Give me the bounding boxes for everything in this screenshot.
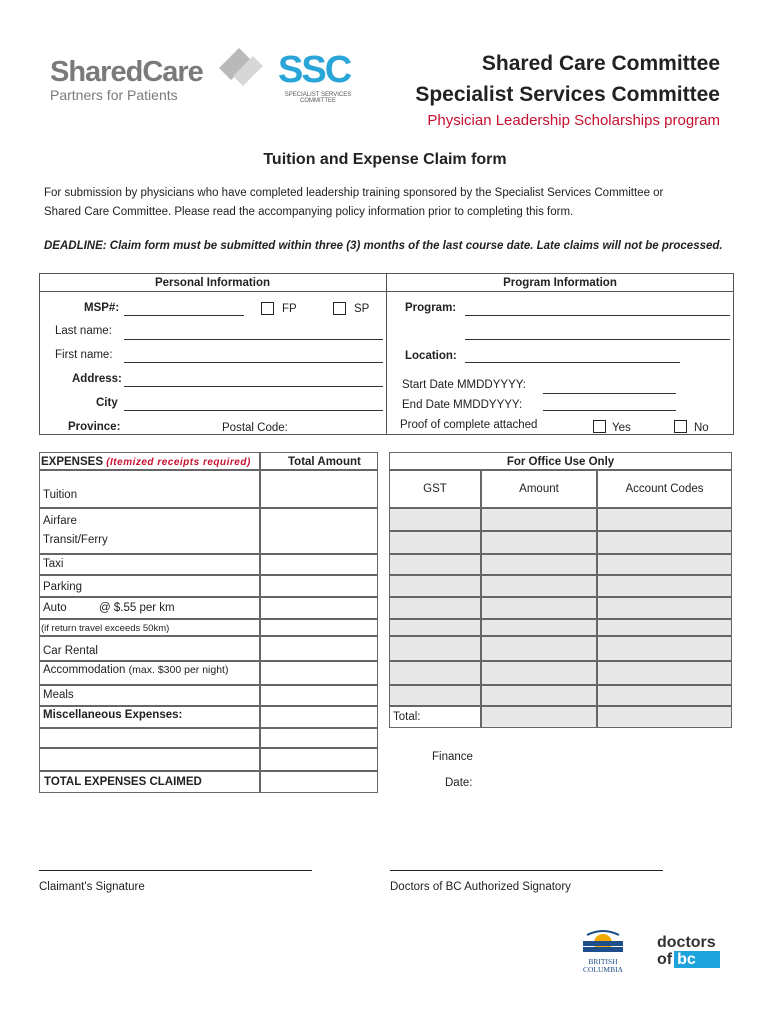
expenses-header [41, 456, 251, 468]
total-amount-header: Total Amount [288, 456, 361, 468]
expense-auto: Auto [43, 602, 67, 614]
title-shared-care-committee: Shared Care Committee [481, 52, 720, 75]
office-gst-cell [389, 597, 481, 619]
last-name-field[interactable] [124, 339, 383, 340]
deadline-notice: DEADLINE: Claim form must be submitted within three (3) months of the last course date. Late claims will not be processed. [44, 240, 723, 252]
address-label: Address: [72, 373, 122, 385]
expense-taxi: Taxi [43, 558, 64, 570]
sp-label: SP [354, 303, 370, 315]
office-gst-cell [389, 636, 481, 661]
office-amount-cell [481, 575, 597, 597]
end-date-field[interactable] [543, 410, 676, 411]
location-label: Location: [405, 350, 457, 362]
office-code-cell [597, 685, 732, 706]
expense-amount-cell[interactable] [260, 597, 378, 619]
program-label: Program: [405, 302, 457, 314]
office-amount-cell [481, 685, 597, 706]
ssc-logo [278, 50, 358, 120]
expense-amount-cell[interactable] [260, 706, 378, 728]
expense-auto-rate: @ $.55 per km [99, 602, 175, 614]
expense-amount-cell[interactable] [260, 619, 378, 636]
program-subtitle: Physician Leadership Scholarships program [427, 112, 720, 129]
city-label: City [96, 397, 118, 409]
expense-label-cell[interactable] [39, 728, 260, 748]
office-amount-cell [481, 619, 597, 636]
office-gst-cell [389, 685, 481, 706]
office-code-cell [597, 575, 732, 597]
postal-code-label: Postal Code: [222, 422, 288, 434]
proof-yes-checkbox[interactable] [593, 420, 606, 433]
claimant-signature-line[interactable] [39, 870, 312, 871]
expense-amount-cell[interactable] [260, 470, 378, 508]
expense-amount-cell[interactable] [260, 728, 378, 748]
ssc-logo-mark: SSC [278, 49, 351, 91]
doctors-of-bc-logo: doctors of bc [657, 935, 737, 975]
program-field-line-1[interactable] [465, 315, 730, 316]
office-amount-header: Amount [519, 483, 559, 495]
office-amount-cell [481, 508, 597, 531]
office-amount-cell [481, 597, 597, 619]
authorized-signatory-line[interactable] [390, 870, 663, 871]
shared-care-logo-tagline: Partners for Patients [50, 87, 178, 103]
expense-airfare: Airfare [43, 515, 77, 527]
start-date-field[interactable] [543, 393, 676, 394]
title-specialist-services-committee: Specialist Services Committee [415, 83, 720, 106]
expense-label-cell[interactable] [39, 748, 260, 771]
sp-checkbox[interactable] [333, 302, 346, 315]
expense-amount-cell[interactable] [260, 771, 378, 793]
authorized-signatory-label: Doctors of BC Authorized Signatory [390, 881, 571, 893]
end-date-label: End Date MMDDYYYY: [402, 399, 523, 411]
expense-car-rental: Car Rental [43, 645, 98, 657]
address-field[interactable] [124, 386, 383, 387]
program-field-line-2[interactable] [465, 339, 730, 340]
expense-label-cell[interactable] [39, 554, 260, 575]
expenses-header-label: EXPENSES [41, 456, 103, 468]
office-finance-label: Finance [432, 751, 473, 763]
office-code-cell [597, 661, 732, 685]
expenses-header-note: (Itemized receipts required) [106, 457, 251, 468]
expense-accommodation-label: Accommodation [43, 664, 126, 676]
expense-transit: Transit/Ferry [43, 534, 108, 546]
expense-tuition: Tuition [43, 489, 78, 501]
fp-checkbox[interactable] [261, 302, 274, 315]
office-amount-cell [481, 554, 597, 575]
msp-field[interactable] [124, 315, 244, 316]
expense-amount-cell[interactable] [260, 508, 378, 554]
expense-amount-cell[interactable] [260, 685, 378, 706]
first-name-field[interactable] [124, 362, 383, 363]
intro-line-2: Shared Care Committee. Please read the accompanying policy information prior to completing this form. [44, 206, 574, 218]
msp-label: MSP#: [84, 302, 120, 314]
province-label: Province: [68, 421, 121, 433]
office-code-cell [597, 597, 732, 619]
office-gst-cell [389, 508, 481, 531]
last-name-label: Last name: [55, 325, 112, 337]
bc-sun-mountain-icon [583, 927, 623, 953]
office-code-cell [597, 619, 732, 636]
expense-miscellaneous: Miscellaneous Expenses: [43, 709, 183, 721]
office-gst-header: GST [423, 483, 447, 495]
start-date-label: Start Date MMDDYYYY: [402, 379, 526, 391]
british-columbia-logo: BRITISH COLUMBIA [578, 927, 628, 975]
personal-info-header: Personal Information [154, 277, 271, 289]
office-amount-cell [481, 531, 597, 554]
expense-amount-cell[interactable] [260, 575, 378, 597]
office-code-cell [597, 508, 732, 531]
program-info-header: Program Information [503, 277, 617, 289]
shared-care-logo-wordmark: SharedCare [50, 56, 203, 88]
expense-parking: Parking [43, 581, 82, 593]
office-code-cell [597, 706, 732, 728]
city-field[interactable] [124, 410, 383, 411]
expense-amount-cell[interactable] [260, 661, 378, 685]
shared-care-logo [50, 56, 220, 118]
expense-meals: Meals [43, 689, 74, 701]
office-amount-cell [481, 661, 597, 685]
ssc-logo-caption: SPECIALIST SERVICES COMMITTEE [284, 92, 352, 104]
form-title: Tuition and Expense Claim form [263, 151, 507, 168]
info-box-column-divider [386, 273, 387, 435]
expense-auto-note: (if return travel exceeds 50km) [41, 623, 170, 634]
total-expenses-claimed: TOTAL EXPENSES CLAIMED [44, 776, 202, 788]
proof-no-label: No [694, 422, 709, 434]
office-code-cell [597, 636, 732, 661]
office-gst-cell [389, 575, 481, 597]
office-account-codes-header: Account Codes [625, 483, 704, 495]
intro-line-1: For submission by physicians who have completed leadership training sponsored by the Specialist Services Committee or [44, 187, 664, 199]
office-gst-cell [389, 554, 481, 575]
proof-no-checkbox[interactable] [674, 420, 687, 433]
office-total-label: Total: [393, 711, 421, 723]
office-use-header: For Office Use Only [506, 456, 615, 468]
proof-label: Proof of complete attached [400, 419, 538, 431]
proof-yes-label: Yes [612, 422, 631, 434]
office-code-cell [597, 554, 732, 575]
expense-accommodation [43, 664, 228, 676]
office-gst-cell [389, 619, 481, 636]
fp-label: FP [282, 303, 297, 315]
location-field[interactable] [465, 362, 680, 363]
claimant-signature-label: Claimant's Signature [39, 881, 145, 893]
expense-amount-cell[interactable] [260, 636, 378, 661]
shared-care-swoosh-icon [215, 46, 265, 90]
office-date-label: Date: [445, 777, 473, 789]
expense-amount-cell[interactable] [260, 554, 378, 575]
office-code-cell [597, 531, 732, 554]
expense-amount-cell[interactable] [260, 748, 378, 771]
office-amount-cell [481, 636, 597, 661]
office-gst-cell [389, 661, 481, 685]
office-amount-cell [481, 706, 597, 728]
expense-accommodation-note: (max. $300 per night) [128, 664, 229, 676]
first-name-label: First name: [55, 349, 113, 361]
office-gst-cell [389, 531, 481, 554]
